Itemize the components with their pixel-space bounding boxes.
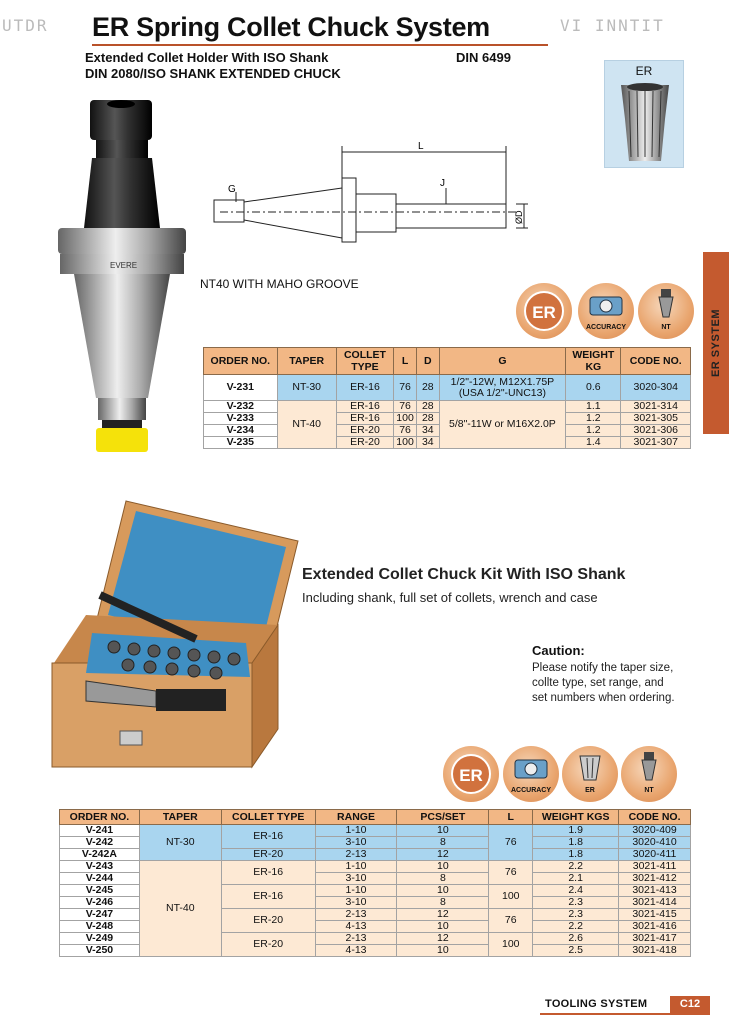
table-row: V-244 3-10 8 2.1 3021-412 [60,873,691,885]
col-taper: TAPER [139,810,221,825]
kit-title: Extended Collet Chuck Kit With ISO Shank [302,566,626,583]
col-order-no: ORDER NO. [60,810,140,825]
er-collet-image [604,60,684,168]
gauge-icon [588,293,624,319]
col-L: L [394,348,417,375]
page-number: C12 [670,996,710,1013]
page-title: ER Spring Collet Chuck System [92,12,490,42]
caution-title: Caution: [532,643,585,658]
col-taper: TAPER [277,348,336,375]
footer-label: TOOLING SYSTEM [545,998,648,1010]
svg-text:EVERE: EVERE [110,261,138,270]
table-row: V-241 NT-30 ER-16 1-10 10 76 1.9 3020-409 [60,825,691,837]
table-row: V-242A ER-20 2-13 12 1.8 3020-411 [60,849,691,861]
col-code-no: CODE NO. [619,810,691,825]
subtitle-holder: Extended Collet Holder With ISO Shank [85,50,329,65]
table-row: V-235 ER-20 100 34 1.4 3021-307 [204,437,691,449]
col-order-no: ORDER NO. [204,348,278,375]
gauge-icon [513,756,549,782]
er-badge-2: ER [443,746,499,802]
kit-subtitle: Including shank, full set of collets, wrench and case [302,590,598,605]
er-collet-badge: ER [562,746,618,802]
collet-icon [578,754,602,782]
table-row: V-245 ER-16 1-10 10 100 2.4 3021-413 [60,885,691,897]
taper-icon [656,289,676,321]
nt-badge: NT [638,283,694,339]
holder-spec-table [203,347,691,449]
subtitle-chuck: DIN 2080/ISO SHANK EXTENDED CHUCK [85,66,341,81]
col-G: G [439,348,566,375]
col-L: L [489,810,533,825]
collet-icon [615,79,675,165]
taper-nt40: NT-40 [139,861,221,957]
col-D: D [417,348,439,375]
footer-rule [540,1013,710,1015]
col-pcs-set: PCS/SET [397,810,489,825]
header-noise-right: VI INNTIT [560,16,665,35]
kit-spec-table [59,809,691,957]
col-weight: WEIGHT KG [566,348,621,375]
table-row: V-231 NT-30 ER-16 76 28 1/2"-12W, M12X1.75P (USA 1/2"-UNC13) 0.6 3020-304 [204,375,691,401]
table-row: V-242 3-10 8 1.8 3020-410 [60,837,691,849]
table-row: V-249 ER-20 2-13 12 100 2.6 3021-417 [60,933,691,945]
dim-D: ØD [514,210,524,224]
caution-body: Please notify the taper size, collte type, set range, and set numbers when ordering. [532,662,675,704]
col-code-no: CODE NO. [621,348,691,375]
nt-badge-2: NT [621,746,677,802]
table-row: V-250 4-13 10 2.5 3021-418 [60,945,691,957]
table-row: V-246 3-10 8 2.3 3021-414 [60,897,691,909]
g-nt40: 5/8"-11W or M16X2.0P [439,401,566,449]
table-row: V-233 ER-16 100 28 1.2 3021-305 [204,413,691,425]
din-standard: DIN 6499 [456,50,511,65]
table-row: V-243 NT-40 ER-16 1-10 10 76 2.2 3021-411 [60,861,691,873]
taper-icon [639,752,659,784]
taper-nt40: NT-40 [277,401,336,449]
dim-G: G [228,184,236,195]
col-collet-type: COLLET TYPE [221,810,315,825]
table-row: V-234 ER-20 76 34 1.2 3021-306 [204,425,691,437]
dim-L: L [418,141,424,152]
table-row: V-232 NT-40 ER-16 76 28 5/8"-11W or M16X2.0P 1.1 3021-314 [204,401,691,413]
taper-nt30: NT-30 [139,825,221,861]
title-underline [92,44,548,46]
accuracy-badge-2: ACCURACY [503,746,559,802]
section-side-tab: ER SYSTEM [703,252,729,434]
collet-holder-image [52,98,192,458]
technical-drawing [206,138,536,248]
dim-J: J [440,178,445,189]
drawing-caption: NT40 WITH MAHO GROOVE [200,277,359,291]
er-photo-label: ER [635,64,653,78]
accuracy-badge: ACCURACY [578,283,634,339]
col-range: RANGE [315,810,397,825]
col-collet-type: COLLET TYPE [336,348,393,375]
col-weight: WEIGHT KGS [533,810,619,825]
table-row: V-247 ER-20 2-13 12 76 2.3 3021-415 [60,909,691,921]
kit-case-image [46,495,302,781]
table-row: V-248 4-13 10 2.2 3021-416 [60,921,691,933]
header-noise-left: UTDR [2,16,49,35]
er-badge: ER [516,283,572,339]
